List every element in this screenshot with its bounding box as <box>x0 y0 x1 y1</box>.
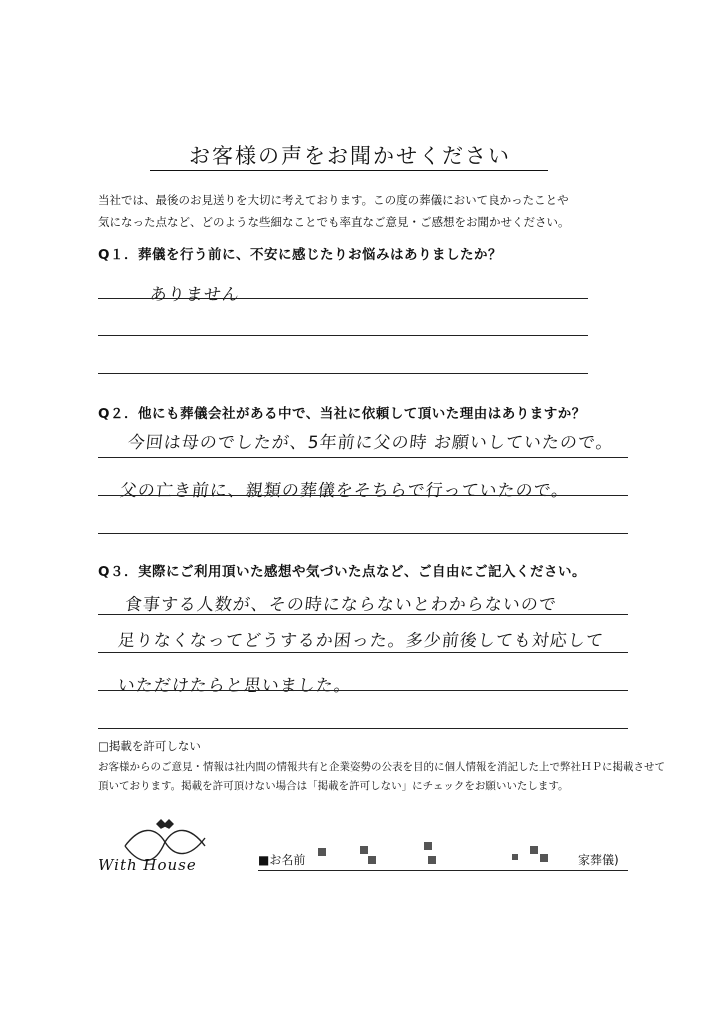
intro-line-1: 当社では、最後のお見送りを大切に考えております。この度の葬儀において良かったことや <box>98 193 569 207</box>
name-suffix: 家葬儀) <box>578 853 619 867</box>
q3-answer-line-3: いただけたらと思いました。 <box>116 676 353 696</box>
intro-line-2: 気になった点など、どのような些細なことでも率直なご意見・ご感想をお聞かせください。 <box>98 215 570 229</box>
question-3: Q３．実際にご利用頂いた感想や気づいた点など、ご自由にご記入ください。 <box>98 564 586 580</box>
answer-rule <box>98 373 588 374</box>
redacted-mosaic <box>530 846 538 854</box>
answer-rule <box>98 690 628 691</box>
redacted-mosaic <box>512 854 518 860</box>
q1-answer-line-1: ありません <box>148 285 241 305</box>
page-title: お客様の声をお聞かせください <box>189 144 511 168</box>
redacted-mosaic <box>428 856 436 864</box>
no-publish-checkbox[interactable]: □掲載を許可しない <box>98 739 201 753</box>
answer-rule <box>98 457 628 458</box>
answer-rule <box>98 533 628 534</box>
q3-answer-line-2: 足りなくなってどうするか困った。多少前後しても対応して <box>116 631 605 651</box>
question-1: Q１．葬儀を行う前に、不安に感じたりお悩みはありましたか？ <box>98 247 502 263</box>
redacted-mosaic <box>318 848 326 856</box>
answer-rule <box>98 614 628 615</box>
notice-line-2: 頂いております。掲載を許可頂けない場合は「掲載を許可しない」にチェックをお願いいたします。 <box>98 780 569 792</box>
name-underline <box>258 870 628 871</box>
logo-wordmark: With House <box>98 856 197 874</box>
name-label: ■お名前 <box>258 853 306 867</box>
title-underline <box>150 170 548 171</box>
q3-answer-line-1: 食事する人数が、その時にならないとわからないので <box>123 595 558 615</box>
redacted-mosaic <box>368 856 376 864</box>
answer-rule <box>98 728 628 729</box>
redacted-mosaic <box>540 854 548 862</box>
answer-rule <box>98 495 628 496</box>
notice-line-1: お客様からのご意見・情報は社内間の情報共有と企業姿勢の公表を目的に個人情報を消記した上で弊社ＨＰに掲載させて <box>98 761 665 773</box>
q2-answer-line-2: 父の亡き前に、親類の葬儀をそちらで行っていたので。 <box>118 481 571 501</box>
answer-rule <box>98 298 588 299</box>
question-2: Q２．他にも葬儀会社がある中で、当社に依頼して頂いた理由はありますか？ <box>98 406 586 422</box>
answer-rule <box>98 335 588 336</box>
answer-rule <box>98 652 628 653</box>
q2-answer-line-1: 今回は母のでしたが、5年前に父の時 お願いしていたので。 <box>126 433 615 453</box>
redacted-mosaic <box>424 842 432 850</box>
redacted-mosaic <box>360 846 368 854</box>
